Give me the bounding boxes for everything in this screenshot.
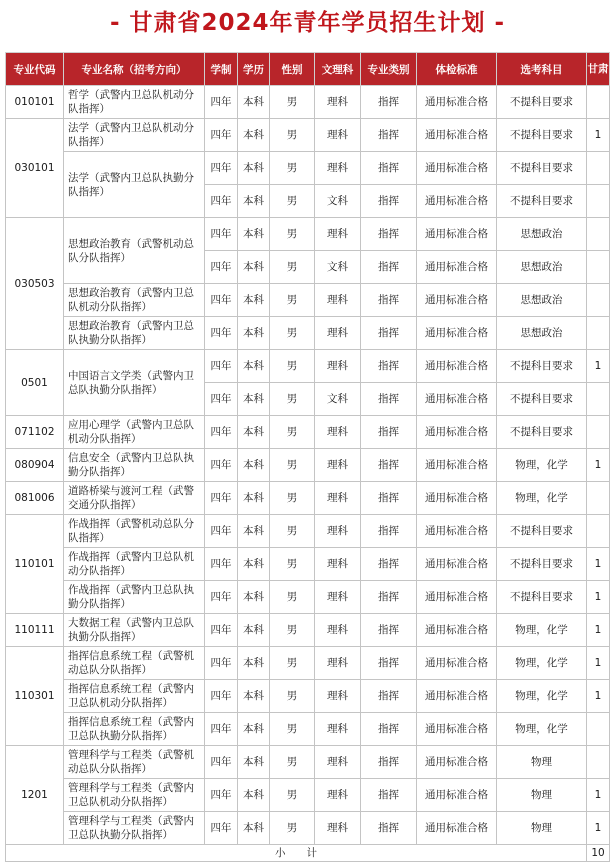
header-track: 文理科 [315, 53, 361, 86]
gender-cell: 男 [270, 152, 315, 185]
duration-cell: 四年 [205, 185, 238, 218]
degree-cell: 本科 [238, 680, 270, 713]
table-row [6, 581, 610, 614]
gender-cell: 男 [270, 812, 315, 845]
gender-cell: 男 [270, 548, 315, 581]
track-cell: 理科 [315, 713, 361, 746]
table-row [6, 284, 610, 317]
quota-cell [587, 317, 610, 350]
subjects-cell: 不提科目要求 [497, 350, 587, 383]
category-cell: 指挥 [361, 746, 417, 779]
quota-cell: 1 [587, 779, 610, 812]
track-cell: 理科 [315, 812, 361, 845]
degree-cell: 本科 [238, 86, 270, 119]
category-cell: 指挥 [361, 284, 417, 317]
header-physical: 体检标准 [417, 53, 497, 86]
track-cell: 理科 [315, 482, 361, 515]
category-cell: 指挥 [361, 317, 417, 350]
track-cell: 文科 [315, 251, 361, 284]
degree-cell: 本科 [238, 449, 270, 482]
subjects-cell: 物理 [497, 779, 587, 812]
major-code-cell: 030101 [6, 119, 64, 218]
major-code-cell: 110301 [6, 647, 64, 746]
subjects-cell: 不提科目要求 [497, 515, 587, 548]
quota-cell: 1 [587, 647, 610, 680]
category-cell: 指挥 [361, 713, 417, 746]
degree-cell: 本科 [238, 152, 270, 185]
duration-cell: 四年 [205, 350, 238, 383]
quota-cell [587, 383, 610, 416]
major-name-cell: 管理科学与工程类（武警机动总队分队指挥） [64, 746, 205, 779]
table-row [6, 713, 610, 746]
gender-cell: 男 [270, 680, 315, 713]
gender-cell: 男 [270, 647, 315, 680]
degree-cell: 本科 [238, 482, 270, 515]
table-row [6, 779, 610, 812]
table-row [6, 515, 610, 548]
duration-cell: 四年 [205, 779, 238, 812]
duration-cell: 四年 [205, 614, 238, 647]
physical-cell: 通用标准合格 [417, 218, 497, 251]
quota-cell: 1 [587, 581, 610, 614]
duration-cell: 四年 [205, 812, 238, 845]
gender-cell: 男 [270, 581, 315, 614]
degree-cell: 本科 [238, 185, 270, 218]
major-name-cell: 大数据工程（武警内卫总队执勤分队指挥） [64, 614, 205, 647]
physical-cell: 通用标准合格 [417, 449, 497, 482]
track-cell: 文科 [315, 185, 361, 218]
gender-cell: 男 [270, 383, 315, 416]
quota-cell: 1 [587, 614, 610, 647]
subjects-cell: 不提科目要求 [497, 548, 587, 581]
duration-cell: 四年 [205, 713, 238, 746]
subjects-cell: 不提科目要求 [497, 383, 587, 416]
major-code-cell: 1201 [6, 746, 64, 845]
physical-cell: 通用标准合格 [417, 746, 497, 779]
major-name-cell: 法学（武警内卫总队执勤分队指挥） [64, 152, 205, 218]
degree-cell: 本科 [238, 317, 270, 350]
table-row [6, 680, 610, 713]
table-row [6, 548, 610, 581]
category-cell: 指挥 [361, 647, 417, 680]
track-cell: 理科 [315, 515, 361, 548]
duration-cell: 四年 [205, 482, 238, 515]
physical-cell: 通用标准合格 [417, 284, 497, 317]
table-row [6, 746, 610, 779]
category-cell: 指挥 [361, 251, 417, 284]
subjects-cell: 不提科目要求 [497, 86, 587, 119]
subjects-cell: 不提科目要求 [497, 581, 587, 614]
gender-cell: 男 [270, 86, 315, 119]
quota-cell [587, 713, 610, 746]
major-name-cell: 作战指挥（武警内卫总队执勤分队指挥） [64, 581, 205, 614]
major-name-cell: 指挥信息系统工程（武警机动总队分队指挥） [64, 647, 205, 680]
quota-cell [587, 185, 610, 218]
duration-cell: 四年 [205, 581, 238, 614]
track-cell: 理科 [315, 86, 361, 119]
major-code-cell: 010101 [6, 86, 64, 119]
gender-cell: 男 [270, 350, 315, 383]
major-code-cell: 110111 [6, 614, 64, 647]
physical-cell: 通用标准合格 [417, 152, 497, 185]
degree-cell: 本科 [238, 812, 270, 845]
category-cell: 指挥 [361, 581, 417, 614]
table-row [6, 119, 610, 152]
admission-plan-table [5, 52, 610, 862]
subtotal-row [6, 845, 610, 862]
track-cell: 理科 [315, 317, 361, 350]
category-cell: 指挥 [361, 515, 417, 548]
category-cell: 指挥 [361, 218, 417, 251]
table-row [6, 350, 610, 383]
category-cell: 指挥 [361, 812, 417, 845]
subjects-cell: 思想政治 [497, 251, 587, 284]
physical-cell: 通用标准合格 [417, 812, 497, 845]
degree-cell: 本科 [238, 416, 270, 449]
physical-cell: 通用标准合格 [417, 482, 497, 515]
quota-cell [587, 515, 610, 548]
gender-cell: 男 [270, 746, 315, 779]
duration-cell: 四年 [205, 416, 238, 449]
physical-cell: 通用标准合格 [417, 317, 497, 350]
degree-cell: 本科 [238, 251, 270, 284]
physical-cell: 通用标准合格 [417, 416, 497, 449]
category-cell: 指挥 [361, 449, 417, 482]
quota-cell: 1 [587, 812, 610, 845]
gender-cell: 男 [270, 515, 315, 548]
subjects-cell: 不提科目要求 [497, 416, 587, 449]
gender-cell: 男 [270, 185, 315, 218]
subjects-cell: 物理，化学 [497, 680, 587, 713]
gender-cell: 男 [270, 779, 315, 812]
physical-cell: 通用标准合格 [417, 119, 497, 152]
degree-cell: 本科 [238, 548, 270, 581]
subjects-cell: 思想政治 [497, 284, 587, 317]
table-row [6, 416, 610, 449]
gender-cell: 男 [270, 284, 315, 317]
quota-cell [587, 86, 610, 119]
major-code-cell: 030503 [6, 218, 64, 350]
gender-cell: 男 [270, 449, 315, 482]
track-cell: 文科 [315, 383, 361, 416]
major-code-cell: 081006 [6, 482, 64, 515]
major-code-cell: 0501 [6, 350, 64, 416]
physical-cell: 通用标准合格 [417, 680, 497, 713]
track-cell: 理科 [315, 581, 361, 614]
quota-cell [587, 218, 610, 251]
duration-cell: 四年 [205, 548, 238, 581]
duration-cell: 四年 [205, 251, 238, 284]
gender-cell: 男 [270, 218, 315, 251]
duration-cell: 四年 [205, 317, 238, 350]
gender-cell: 男 [270, 614, 315, 647]
degree-cell: 本科 [238, 119, 270, 152]
table-row [6, 482, 610, 515]
header-major-code: 专业代码 [6, 53, 64, 86]
physical-cell: 通用标准合格 [417, 581, 497, 614]
quota-cell: 1 [587, 350, 610, 383]
subjects-cell: 不提科目要求 [497, 119, 587, 152]
table-body [6, 86, 610, 862]
subjects-cell: 物理 [497, 746, 587, 779]
duration-cell: 四年 [205, 218, 238, 251]
major-name-cell: 作战指挥（武警内卫总队机动分队指挥） [64, 548, 205, 581]
quota-cell [587, 251, 610, 284]
degree-cell: 本科 [238, 614, 270, 647]
major-name-cell: 信息安全（武警内卫总队执勤分队指挥） [64, 449, 205, 482]
duration-cell: 四年 [205, 152, 238, 185]
major-name-cell: 作战指挥（武警机动总队分队指挥） [64, 515, 205, 548]
header-major-name: 专业名称（招考方向） [64, 53, 205, 86]
degree-cell: 本科 [238, 779, 270, 812]
subtotal-value: 10 [587, 845, 610, 862]
physical-cell: 通用标准合格 [417, 713, 497, 746]
category-cell: 指挥 [361, 152, 417, 185]
quota-cell [587, 482, 610, 515]
category-cell: 指挥 [361, 350, 417, 383]
quota-cell [587, 152, 610, 185]
subjects-cell: 不提科目要求 [497, 152, 587, 185]
table-row [6, 152, 610, 185]
major-code-cell: 080904 [6, 449, 64, 482]
physical-cell: 通用标准合格 [417, 647, 497, 680]
subjects-cell: 物理，化学 [497, 482, 587, 515]
physical-cell: 通用标准合格 [417, 515, 497, 548]
category-cell: 指挥 [361, 482, 417, 515]
subjects-cell: 不提科目要求 [497, 185, 587, 218]
degree-cell: 本科 [238, 383, 270, 416]
degree-cell: 本科 [238, 284, 270, 317]
duration-cell: 四年 [205, 515, 238, 548]
quota-cell: 1 [587, 449, 610, 482]
gender-cell: 男 [270, 713, 315, 746]
track-cell: 理科 [315, 416, 361, 449]
quota-cell [587, 284, 610, 317]
subjects-cell: 物理，化学 [497, 647, 587, 680]
major-name-cell: 中国语言文学类（武警内卫总队执勤分队指挥） [64, 350, 205, 416]
gender-cell: 男 [270, 416, 315, 449]
major-name-cell: 思想政治教育（武警内卫总队机动分队指挥） [64, 284, 205, 317]
major-name-cell: 道路桥梁与渡河工程（武警交通分队指挥） [64, 482, 205, 515]
track-cell: 理科 [315, 746, 361, 779]
gender-cell: 男 [270, 119, 315, 152]
major-name-cell: 管理科学与工程类（武警内卫总队机动分队指挥） [64, 779, 205, 812]
physical-cell: 通用标准合格 [417, 779, 497, 812]
physical-cell: 通用标准合格 [417, 185, 497, 218]
gender-cell: 男 [270, 251, 315, 284]
table-row [6, 86, 610, 119]
category-cell: 指挥 [361, 383, 417, 416]
degree-cell: 本科 [238, 350, 270, 383]
table-row [6, 614, 610, 647]
track-cell: 理科 [315, 119, 361, 152]
physical-cell: 通用标准合格 [417, 86, 497, 119]
physical-cell: 通用标准合格 [417, 548, 497, 581]
table-row [6, 317, 610, 350]
quota-cell: 1 [587, 119, 610, 152]
table-row [6, 218, 610, 251]
quota-cell: 1 [587, 680, 610, 713]
duration-cell: 四年 [205, 284, 238, 317]
table-row [6, 449, 610, 482]
header-gender: 性别 [270, 53, 315, 86]
track-cell: 理科 [315, 284, 361, 317]
quota-cell [587, 746, 610, 779]
duration-cell: 四年 [205, 680, 238, 713]
duration-cell: 四年 [205, 746, 238, 779]
major-code-cell: 071102 [6, 416, 64, 449]
track-cell: 理科 [315, 548, 361, 581]
major-name-cell: 指挥信息系统工程（武警内卫总队机动分队指挥） [64, 680, 205, 713]
major-name-cell: 哲学（武警内卫总队机动分队指挥） [64, 86, 205, 119]
quota-cell: 1 [587, 548, 610, 581]
subjects-cell: 思想政治 [497, 317, 587, 350]
table-row [6, 812, 610, 845]
category-cell: 指挥 [361, 614, 417, 647]
degree-cell: 本科 [238, 746, 270, 779]
degree-cell: 本科 [238, 515, 270, 548]
duration-cell: 四年 [205, 86, 238, 119]
subjects-cell: 物理 [497, 812, 587, 845]
category-cell: 指挥 [361, 680, 417, 713]
quota-cell [587, 416, 610, 449]
track-cell: 理科 [315, 647, 361, 680]
degree-cell: 本科 [238, 581, 270, 614]
page-title: - 甘肃省2024年青年学员招生计划 - [109, 10, 506, 36]
table-row [6, 647, 610, 680]
major-name-cell: 法学（武警内卫总队机动分队指挥） [64, 119, 205, 152]
physical-cell: 通用标准合格 [417, 251, 497, 284]
subtotal-label: 小 计 [6, 845, 587, 862]
category-cell: 指挥 [361, 86, 417, 119]
header-province-quota: 甘肃 [587, 53, 610, 86]
major-name-cell: 指挥信息系统工程（武警内卫总队执勤分队指挥） [64, 713, 205, 746]
degree-cell: 本科 [238, 647, 270, 680]
track-cell: 理科 [315, 779, 361, 812]
degree-cell: 本科 [238, 218, 270, 251]
gender-cell: 男 [270, 482, 315, 515]
duration-cell: 四年 [205, 449, 238, 482]
track-cell: 理科 [315, 350, 361, 383]
track-cell: 理科 [315, 218, 361, 251]
subjects-cell: 物理，化学 [497, 713, 587, 746]
major-name-cell: 管理科学与工程类（武警内卫总队执勤分队指挥） [64, 812, 205, 845]
physical-cell: 通用标准合格 [417, 350, 497, 383]
duration-cell: 四年 [205, 383, 238, 416]
major-name-cell: 应用心理学（武警内卫总队机动分队指挥） [64, 416, 205, 449]
track-cell: 理科 [315, 614, 361, 647]
table-header-row [6, 53, 610, 86]
header-subjects: 选考科目 [497, 53, 587, 86]
subjects-cell: 物理，化学 [497, 614, 587, 647]
category-cell: 指挥 [361, 416, 417, 449]
header-duration: 学制 [205, 53, 238, 86]
subjects-cell: 物理，化学 [497, 449, 587, 482]
physical-cell: 通用标准合格 [417, 614, 497, 647]
physical-cell: 通用标准合格 [417, 383, 497, 416]
category-cell: 指挥 [361, 548, 417, 581]
subjects-cell: 思想政治 [497, 218, 587, 251]
duration-cell: 四年 [205, 119, 238, 152]
header-degree: 学历 [238, 53, 270, 86]
major-name-cell: 思想政治教育（武警机动总队分队指挥） [64, 218, 205, 284]
degree-cell: 本科 [238, 713, 270, 746]
gender-cell: 男 [270, 317, 315, 350]
track-cell: 理科 [315, 152, 361, 185]
category-cell: 指挥 [361, 779, 417, 812]
track-cell: 理科 [315, 449, 361, 482]
major-name-cell: 思想政治教育（武警内卫总队执勤分队指挥） [64, 317, 205, 350]
track-cell: 理科 [315, 680, 361, 713]
major-code-cell: 110101 [6, 515, 64, 614]
category-cell: 指挥 [361, 185, 417, 218]
category-cell: 指挥 [361, 119, 417, 152]
duration-cell: 四年 [205, 647, 238, 680]
header-category: 专业类别 [361, 53, 417, 86]
